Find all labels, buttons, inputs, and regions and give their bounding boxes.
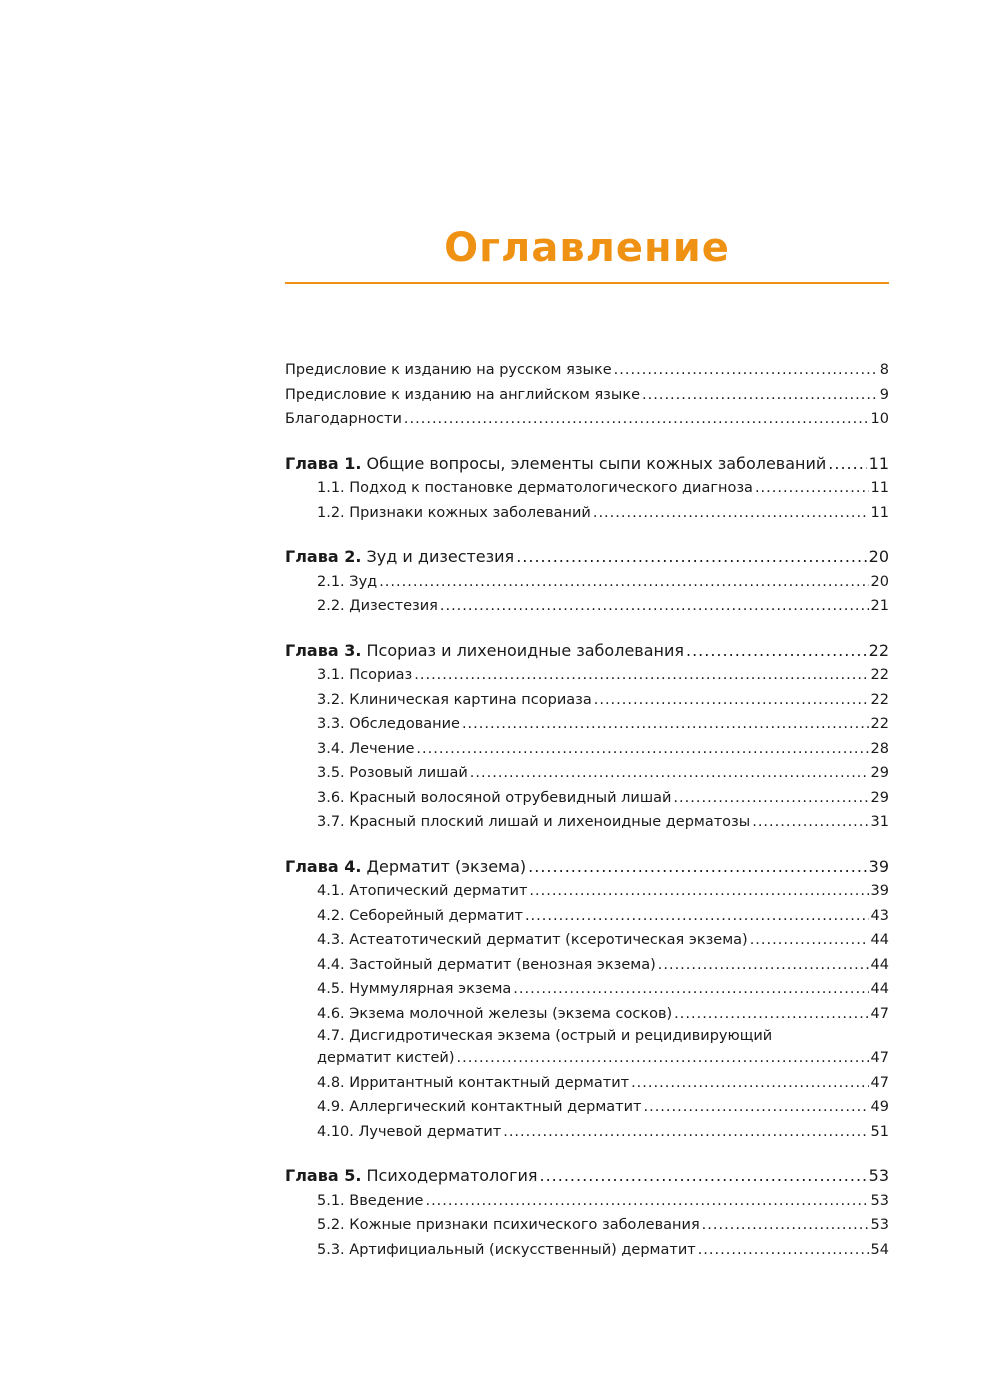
toc-entry[interactable]	[285, 407, 889, 432]
entry-label: 4.9. Аллергический контактный дерматит	[317, 1099, 642, 1115]
entry-label: 4.10. Лучевой дерматит	[317, 1123, 502, 1140]
entry-page: 22	[870, 667, 889, 683]
entry-page: 29	[870, 765, 889, 781]
chapter-prefix: Глава 2.	[285, 547, 362, 566]
section-entry[interactable]	[285, 712, 889, 737]
dot-leader	[540, 1164, 867, 1189]
entry-label: 4.4. Застойный дерматит (венозная экзема)	[317, 956, 656, 973]
section-entry[interactable]	[285, 977, 889, 1002]
dot-leader	[529, 879, 868, 904]
entry-page: 47	[870, 1005, 889, 1022]
dot-leader	[755, 476, 869, 501]
entry-label: 2.2. Дизестезия	[317, 598, 438, 614]
entry-label: 3.3. Обследование	[317, 716, 460, 732]
chapter-title: Псориаз и лихеноидные заболевания	[366, 640, 684, 660]
dot-leader	[425, 1189, 868, 1214]
entry-label: 4.2. Себорейный дерматит	[317, 907, 523, 924]
entry-page: 21	[870, 598, 889, 614]
section-entry[interactable]	[285, 1002, 889, 1027]
entry-label: 3.4. Лечение	[317, 740, 415, 757]
chapter-prefix: Глава 3.	[285, 640, 362, 660]
section-entry[interactable]	[285, 501, 889, 526]
chapter-entry[interactable]	[285, 639, 889, 664]
entry-page: 49	[870, 1099, 889, 1115]
chapter-title: Психодерматология	[366, 1166, 538, 1185]
section-entry[interactable]	[285, 904, 889, 929]
table-of-contents	[285, 358, 889, 1282]
dot-leader	[440, 594, 869, 619]
toc-chapter-1	[285, 452, 889, 526]
entry-label: 5.2. Кожные признаки психического заболевания	[317, 1217, 700, 1233]
dot-leader	[702, 1213, 869, 1238]
toc-chapter-4	[285, 855, 889, 1145]
dot-leader	[631, 1071, 868, 1096]
section-entry[interactable]	[285, 1120, 889, 1145]
entry-label: 5.1. Введение	[317, 1192, 424, 1209]
toc-chapter-2	[285, 545, 889, 619]
section-entry[interactable]	[285, 663, 889, 688]
entry-page: 22	[870, 691, 889, 708]
entry-page: 11	[870, 504, 889, 521]
dot-leader	[686, 639, 867, 664]
entry-label: 4.5. Нуммулярная экзема	[317, 981, 512, 997]
dot-leader	[658, 953, 869, 978]
chapter-entry[interactable]	[285, 1164, 889, 1189]
entry-label: 4.6. Экзема молочной железы (экзема сосков)	[317, 1005, 673, 1022]
entry-page: 43	[870, 907, 889, 924]
entry-page: 8	[879, 362, 889, 378]
chapter-prefix: Глава 1.	[285, 453, 362, 473]
dot-leader	[414, 663, 868, 688]
dot-leader	[750, 928, 869, 953]
entry-label: 4.8. Ирритантный контактный дерматит	[317, 1074, 630, 1091]
section-entry[interactable]	[285, 1189, 889, 1214]
toc-entry[interactable]	[285, 383, 889, 408]
entry-page: 44	[870, 956, 889, 973]
entry-page: 9	[879, 386, 889, 403]
section-entry[interactable]	[285, 1095, 889, 1120]
dot-leader	[416, 737, 868, 762]
entry-page: 47	[870, 1050, 889, 1066]
entry-page: 53	[870, 1217, 889, 1233]
entry-page: 44	[870, 932, 889, 948]
section-entry-multiline[interactable]	[285, 1026, 889, 1071]
entry-page: 51	[870, 1123, 889, 1140]
dot-leader	[462, 712, 869, 737]
entry-page: 20	[868, 547, 889, 566]
entry-page: 44	[870, 981, 889, 997]
entry-page: 29	[870, 789, 889, 806]
entry-page: 47	[870, 1074, 889, 1091]
chapter-entry[interactable]	[285, 452, 889, 477]
entry-page: 31	[870, 814, 889, 830]
chapter-prefix: Глава 4.	[285, 856, 362, 876]
section-entry[interactable]	[285, 476, 889, 501]
page-title: Оглавление	[444, 225, 730, 271]
entry-label: 3.1. Псориаз	[317, 667, 413, 683]
dot-leader	[674, 1002, 868, 1027]
dot-leader	[698, 1238, 869, 1263]
chapter-title: Дерматит (экзема)	[366, 856, 527, 876]
toc-front-matter	[285, 358, 889, 432]
chapter-entry[interactable]	[285, 545, 889, 570]
entry-page: 22	[870, 716, 889, 732]
entry-label: 1.1. Подход к постановке дерматологического диагноза	[317, 480, 753, 496]
toc-entry[interactable]	[285, 358, 889, 383]
dot-leader	[513, 977, 868, 1002]
entry-label: дерматит кистей)	[317, 1050, 455, 1066]
dot-leader	[503, 1120, 868, 1145]
entry-label: 4.1. Атопический дерматит	[317, 883, 528, 899]
toc-chapter-3	[285, 639, 889, 835]
entry-label: 1.2. Признаки кожных заболеваний	[317, 504, 591, 521]
entry-page: 39	[868, 856, 889, 876]
entry-label: Предисловие к изданию на английском языке	[285, 386, 641, 403]
section-entry[interactable]	[285, 786, 889, 811]
dot-leader	[379, 570, 868, 595]
title-divider	[285, 282, 889, 284]
dot-leader	[404, 407, 869, 432]
chapter-prefix: Глава 5.	[285, 1166, 362, 1185]
chapter-entry[interactable]	[285, 855, 889, 880]
entry-page: 28	[870, 740, 889, 757]
dot-leader	[525, 904, 869, 929]
section-entry[interactable]	[285, 1213, 889, 1238]
dot-leader	[470, 761, 869, 786]
entry-label: 2.1. Зуд	[317, 573, 378, 590]
entry-page: 11	[868, 453, 889, 473]
dot-leader	[528, 855, 866, 880]
dot-leader	[643, 1095, 868, 1120]
dot-leader	[828, 452, 866, 477]
chapter-title: Общие вопросы, элементы сыпи кожных заболеваний	[366, 453, 827, 473]
entry-label: 3.2. Клиническая картина псориаза	[317, 691, 592, 708]
entry-page: 22	[868, 640, 889, 660]
section-entry[interactable]	[285, 1071, 889, 1096]
entry-label-line1: 4.7. Дисгидротическая экзема (острый и рецидивирующий	[317, 1028, 773, 1044]
entry-label: 3.6. Красный волосяной отрубевидный лишай	[317, 789, 672, 806]
dot-leader	[594, 688, 869, 713]
section-entry[interactable]	[285, 953, 889, 978]
section-entry[interactable]	[285, 570, 889, 595]
entry-label: 3.7. Красный плоский лишай и лихеноидные дерматозы	[317, 814, 751, 830]
dot-leader	[642, 383, 878, 408]
entry-label: 4.3. Астеатотический дерматит (ксеротическая экзема)	[317, 932, 748, 948]
entry-page: 20	[870, 573, 889, 590]
dot-leader	[516, 545, 866, 570]
dot-leader	[593, 501, 869, 526]
section-entry[interactable]	[285, 928, 889, 953]
entry-label: Благодарности	[285, 411, 402, 427]
entry-page: 39	[870, 883, 889, 899]
section-entry[interactable]	[285, 594, 889, 619]
section-entry[interactable]	[285, 879, 889, 904]
section-entry[interactable]	[285, 1238, 889, 1263]
dot-leader	[752, 810, 868, 835]
section-entry[interactable]	[285, 737, 889, 762]
entry-label: 3.5. Розовый лишай	[317, 765, 468, 781]
entry-page: 10	[870, 411, 889, 427]
entry-page: 11	[870, 480, 889, 496]
section-entry[interactable]	[285, 810, 889, 835]
entry-label: Предисловие к изданию на русском языке	[285, 362, 612, 378]
chapter-title: Зуд и дизестезия	[366, 547, 515, 566]
entry-page: 53	[868, 1166, 889, 1185]
dot-leader	[614, 358, 878, 383]
section-entry[interactable]	[285, 688, 889, 713]
section-entry[interactable]	[285, 761, 889, 786]
dot-leader	[457, 1046, 869, 1071]
entry-page: 53	[870, 1192, 889, 1209]
entry-label: 5.3. Артифициальный (искусственный) дерматит	[317, 1241, 696, 1258]
entry-page: 54	[870, 1241, 889, 1258]
toc-chapter-5	[285, 1164, 889, 1262]
dot-leader	[673, 786, 868, 811]
